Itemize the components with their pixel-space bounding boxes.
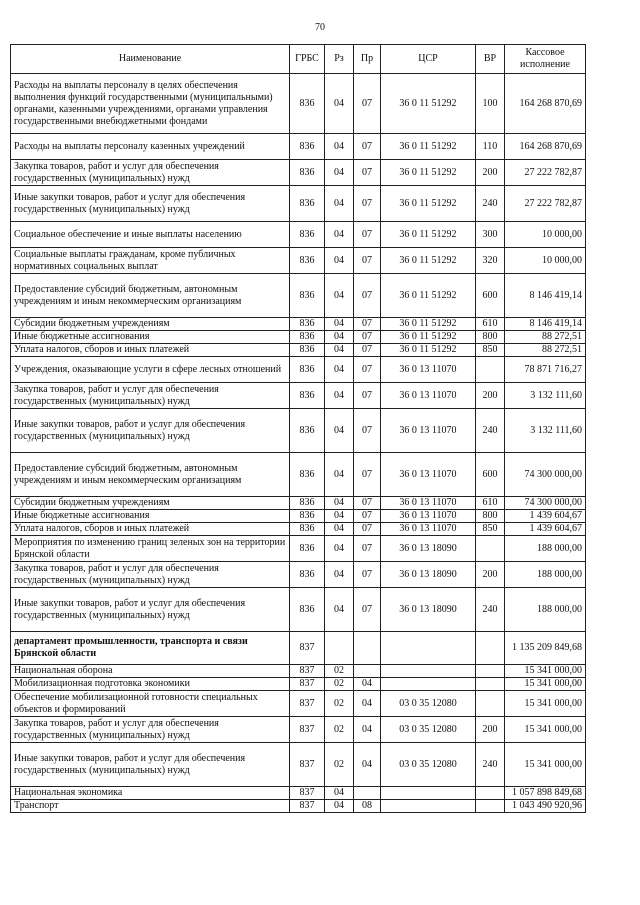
row-pr-cell: 07 [354,318,381,331]
header-pr: Пр [354,45,381,74]
row-rz-cell: 02 [325,691,354,717]
row-amount-cell: 3 132 111,60 [505,409,586,453]
row-pr-cell: 04 [354,743,381,787]
table-row [11,318,586,331]
row-vr-cell [476,536,505,562]
table-row [11,344,586,357]
row-name-cell: Обеспечение мобилизационной готовности специальных объектов и формирований [11,691,290,717]
row-csr-cell: 36 0 11 51292 [381,134,476,160]
row-grbs-cell: 836 [290,383,325,409]
row-grbs-cell: 836 [290,186,325,222]
row-rz-cell: 02 [325,717,354,743]
row-csr-cell: 36 0 13 11070 [381,453,476,497]
table-row [11,222,586,248]
row-name-cell: Иные закупки товаров, работ и услуг для обеспечения государственных (муниципальных) нужд [11,186,290,222]
row-vr-cell: 240 [476,588,505,632]
row-grbs-cell: 836 [290,344,325,357]
row-csr-cell: 36 0 11 51292 [381,344,476,357]
row-vr-cell: 240 [476,409,505,453]
row-rz-cell: 04 [325,357,354,383]
row-name-cell: Транспорт [11,800,290,813]
header-csr: ЦСР [381,45,476,74]
row-vr-cell: 850 [476,344,505,357]
row-rz-cell: 04 [325,186,354,222]
row-rz-cell [325,632,354,665]
row-amount-cell: 8 146 419,14 [505,318,586,331]
row-grbs-cell: 836 [290,588,325,632]
row-amount-cell: 164 268 870,69 [505,134,586,160]
row-pr-cell: 07 [354,497,381,510]
row-grbs-cell: 837 [290,717,325,743]
row-grbs-cell: 836 [290,453,325,497]
row-amount-cell: 15 341 000,00 [505,678,586,691]
row-amount-cell: 78 871 716,27 [505,357,586,383]
row-name-cell: Национальная оборона [11,665,290,678]
row-csr-cell: 03 0 35 12080 [381,717,476,743]
row-grbs-cell: 836 [290,274,325,318]
row-amount-cell: 27 222 782,87 [505,186,586,222]
row-vr-cell [476,800,505,813]
row-name-cell: Закупка товаров, работ и услуг для обеспечения государственных (муниципальных) нужд [11,717,290,743]
row-csr-cell: 36 0 11 51292 [381,74,476,134]
row-vr-cell: 600 [476,453,505,497]
row-csr-cell [381,632,476,665]
table-row [11,562,586,588]
row-amount-cell: 27 222 782,87 [505,160,586,186]
row-vr-cell [476,691,505,717]
header-amount: Кассовое исполнение [505,45,586,74]
row-grbs-cell: 837 [290,691,325,717]
table-row [11,717,586,743]
row-rz-cell: 04 [325,74,354,134]
row-pr-cell: 04 [354,717,381,743]
row-pr-cell: 07 [354,186,381,222]
table-row [11,74,586,134]
row-grbs-cell: 837 [290,678,325,691]
row-name-cell: Иные бюджетные ассигнования [11,331,290,344]
row-pr-cell: 07 [354,383,381,409]
row-csr-cell: 36 0 13 18090 [381,536,476,562]
row-rz-cell: 02 [325,743,354,787]
row-csr-cell: 36 0 13 18090 [381,588,476,632]
row-pr-cell: 07 [354,536,381,562]
row-amount-cell: 1 439 604,67 [505,510,586,523]
row-amount-cell: 15 341 000,00 [505,717,586,743]
row-pr-cell: 07 [354,248,381,274]
row-csr-cell: 36 0 11 51292 [381,274,476,318]
row-amount-cell: 74 300 000,00 [505,453,586,497]
row-rz-cell: 04 [325,510,354,523]
row-rz-cell: 04 [325,523,354,536]
row-amount-cell: 74 300 000,00 [505,497,586,510]
row-pr-cell [354,632,381,665]
row-csr-cell: 36 0 13 11070 [381,409,476,453]
row-pr-cell: 07 [354,409,381,453]
row-rz-cell: 04 [325,318,354,331]
row-csr-cell: 36 0 11 51292 [381,160,476,186]
row-grbs-cell: 837 [290,632,325,665]
row-name-cell: Субсидии бюджетным учреждениям [11,318,290,331]
table-row [11,248,586,274]
row-name-cell: Расходы на выплаты персоналу казенных учреждений [11,134,290,160]
row-amount-cell: 1 439 604,67 [505,523,586,536]
row-name-cell: департамент промышленности, транспорта и связи Брянской области [11,632,290,665]
row-name-cell: Иные закупки товаров, работ и услуг для обеспечения государственных (муниципальных) нужд [11,409,290,453]
table-row [11,588,586,632]
row-amount-cell: 1 043 490 920,96 [505,800,586,813]
row-pr-cell: 07 [354,74,381,134]
row-name-cell: Предоставление субсидий бюджетным, автономным учреждениям и иным некоммерческим организациям [11,274,290,318]
row-grbs-cell: 837 [290,787,325,800]
row-name-cell: Национальная экономика [11,787,290,800]
row-vr-cell: 800 [476,510,505,523]
row-vr-cell: 300 [476,222,505,248]
row-rz-cell: 04 [325,383,354,409]
row-grbs-cell: 836 [290,510,325,523]
table-row [11,331,586,344]
table-row [11,632,586,665]
row-vr-cell: 200 [476,383,505,409]
row-name-cell: Социальные выплаты гражданам, кроме публичных нормативных социальных выплат [11,248,290,274]
table-row [11,134,586,160]
row-vr-cell [476,678,505,691]
row-rz-cell: 04 [325,274,354,318]
row-vr-cell: 600 [476,274,505,318]
row-rz-cell: 04 [325,344,354,357]
table-row [11,523,586,536]
row-amount-cell: 188 000,00 [505,562,586,588]
row-grbs-cell: 836 [290,318,325,331]
row-grbs-cell: 836 [290,134,325,160]
table-row [11,678,586,691]
row-grbs-cell: 836 [290,357,325,383]
row-rz-cell: 04 [325,536,354,562]
row-name-cell: Социальное обеспечение и иные выплаты населению [11,222,290,248]
row-rz-cell: 04 [325,800,354,813]
row-rz-cell: 02 [325,678,354,691]
row-csr-cell: 36 0 11 51292 [381,222,476,248]
row-pr-cell: 07 [354,331,381,344]
row-grbs-cell: 836 [290,562,325,588]
row-csr-cell: 36 0 13 11070 [381,510,476,523]
row-name-cell: Уплата налогов, сборов и иных платежей [11,344,290,357]
row-name-cell: Закупка товаров, работ и услуг для обеспечения государственных (муниципальных) нужд [11,160,290,186]
row-csr-cell: 36 0 13 11070 [381,523,476,536]
table-body [11,74,586,813]
row-amount-cell: 1 057 898 849,68 [505,787,586,800]
row-csr-cell: 36 0 13 11070 [381,383,476,409]
row-grbs-cell: 836 [290,160,325,186]
row-vr-cell: 850 [476,523,505,536]
row-pr-cell: 07 [354,510,381,523]
row-vr-cell [476,357,505,383]
row-pr-cell: 07 [354,134,381,160]
row-csr-cell: 36 0 11 51292 [381,248,476,274]
row-vr-cell: 110 [476,134,505,160]
row-vr-cell: 610 [476,318,505,331]
row-name-cell: Учреждения, оказывающие услуги в сфере лесных отношений [11,357,290,383]
row-csr-cell: 36 0 13 11070 [381,357,476,383]
row-name-cell: Мероприятия по изменению границ зеленых зон на территории Брянской области [11,536,290,562]
row-rz-cell: 04 [325,562,354,588]
table-row [11,383,586,409]
row-amount-cell: 10 000,00 [505,248,586,274]
row-grbs-cell: 837 [290,800,325,813]
header-rz: Рз [325,45,354,74]
row-pr-cell: 07 [354,222,381,248]
header-grbs: ГРБС [290,45,325,74]
row-vr-cell: 320 [476,248,505,274]
row-rz-cell: 04 [325,248,354,274]
row-csr-cell [381,787,476,800]
row-rz-cell: 04 [325,409,354,453]
row-csr-cell: 03 0 35 12080 [381,743,476,787]
row-amount-cell: 164 268 870,69 [505,74,586,134]
row-rz-cell: 04 [325,497,354,510]
row-csr-cell: 36 0 11 51292 [381,318,476,331]
row-grbs-cell: 837 [290,665,325,678]
row-csr-cell [381,678,476,691]
table-row [11,409,586,453]
row-pr-cell: 07 [354,357,381,383]
row-name-cell: Закупка товаров, работ и услуг для обеспечения государственных (муниципальных) нужд [11,383,290,409]
row-pr-cell [354,665,381,678]
table-row [11,665,586,678]
row-rz-cell: 04 [325,134,354,160]
table-row [11,510,586,523]
row-grbs-cell: 836 [290,222,325,248]
row-grbs-cell: 836 [290,523,325,536]
row-grbs-cell: 836 [290,409,325,453]
row-vr-cell: 240 [476,186,505,222]
row-amount-cell: 3 132 111,60 [505,383,586,409]
row-name-cell: Иные закупки товаров, работ и услуг для обеспечения государственных (муниципальных) нужд [11,588,290,632]
row-vr-cell [476,665,505,678]
row-rz-cell: 04 [325,160,354,186]
row-amount-cell: 10 000,00 [505,222,586,248]
row-name-cell: Иные закупки товаров, работ и услуг для обеспечения государственных (муниципальных) нужд [11,743,290,787]
row-vr-cell [476,787,505,800]
table-row [11,160,586,186]
row-name-cell: Иные бюджетные ассигнования [11,510,290,523]
row-rz-cell: 04 [325,787,354,800]
row-pr-cell: 07 [354,274,381,318]
row-grbs-cell: 836 [290,331,325,344]
row-pr-cell: 07 [354,344,381,357]
row-amount-cell: 15 341 000,00 [505,665,586,678]
row-vr-cell: 800 [476,331,505,344]
row-pr-cell: 07 [354,453,381,497]
row-pr-cell: 07 [354,160,381,186]
row-rz-cell: 04 [325,453,354,497]
row-amount-cell: 188 000,00 [505,588,586,632]
row-amount-cell: 15 341 000,00 [505,691,586,717]
table-row [11,497,586,510]
budget-execution-table [10,44,586,813]
row-pr-cell: 07 [354,562,381,588]
row-csr-cell [381,665,476,678]
row-grbs-cell: 836 [290,536,325,562]
row-csr-cell: 36 0 11 51292 [381,331,476,344]
table-row [11,357,586,383]
row-csr-cell [381,800,476,813]
row-name-cell: Мобилизационная подготовка экономики [11,678,290,691]
row-pr-cell: 04 [354,691,381,717]
table-row [11,453,586,497]
table-row [11,800,586,813]
row-name-cell: Уплата налогов, сборов и иных платежей [11,523,290,536]
row-csr-cell: 36 0 11 51292 [381,186,476,222]
row-amount-cell: 188 000,00 [505,536,586,562]
row-vr-cell: 100 [476,74,505,134]
row-rz-cell: 04 [325,331,354,344]
row-pr-cell [354,787,381,800]
row-rz-cell: 04 [325,588,354,632]
row-name-cell: Предоставление субсидий бюджетным, автономным учреждениям и иным некоммерческим организациям [11,453,290,497]
row-vr-cell [476,632,505,665]
row-vr-cell: 200 [476,562,505,588]
row-csr-cell: 36 0 13 18090 [381,562,476,588]
page-number: 70 [315,22,325,33]
row-csr-cell: 36 0 13 11070 [381,497,476,510]
header-name: Наименование [11,45,290,74]
table-header-row [11,45,586,74]
row-pr-cell: 04 [354,678,381,691]
row-amount-cell: 15 341 000,00 [505,743,586,787]
row-grbs-cell: 836 [290,497,325,510]
table-row [11,787,586,800]
row-amount-cell: 1 135 209 849,68 [505,632,586,665]
row-pr-cell: 08 [354,800,381,813]
row-grbs-cell: 836 [290,248,325,274]
row-name-cell: Расходы на выплаты персоналу в целях обеспечения выполнения функций государственными (муниципальными) органами, казенными учреждениями, органами управления государственными внебюджетными фондами [11,74,290,134]
table-row [11,743,586,787]
row-name-cell: Субсидии бюджетным учреждениям [11,497,290,510]
row-pr-cell: 07 [354,588,381,632]
row-grbs-cell: 837 [290,743,325,787]
row-amount-cell: 88 272,51 [505,331,586,344]
row-grbs-cell: 836 [290,74,325,134]
table-row [11,186,586,222]
row-vr-cell: 200 [476,160,505,186]
row-vr-cell: 610 [476,497,505,510]
row-amount-cell: 88 272,51 [505,344,586,357]
header-vr: ВР [476,45,505,74]
row-amount-cell: 8 146 419,14 [505,274,586,318]
table-row [11,536,586,562]
table-row [11,691,586,717]
row-csr-cell: 03 0 35 12080 [381,691,476,717]
row-rz-cell: 02 [325,665,354,678]
table-row [11,274,586,318]
row-name-cell: Закупка товаров, работ и услуг для обеспечения государственных (муниципальных) нужд [11,562,290,588]
row-rz-cell: 04 [325,222,354,248]
row-vr-cell: 240 [476,743,505,787]
row-pr-cell: 07 [354,523,381,536]
row-vr-cell: 200 [476,717,505,743]
